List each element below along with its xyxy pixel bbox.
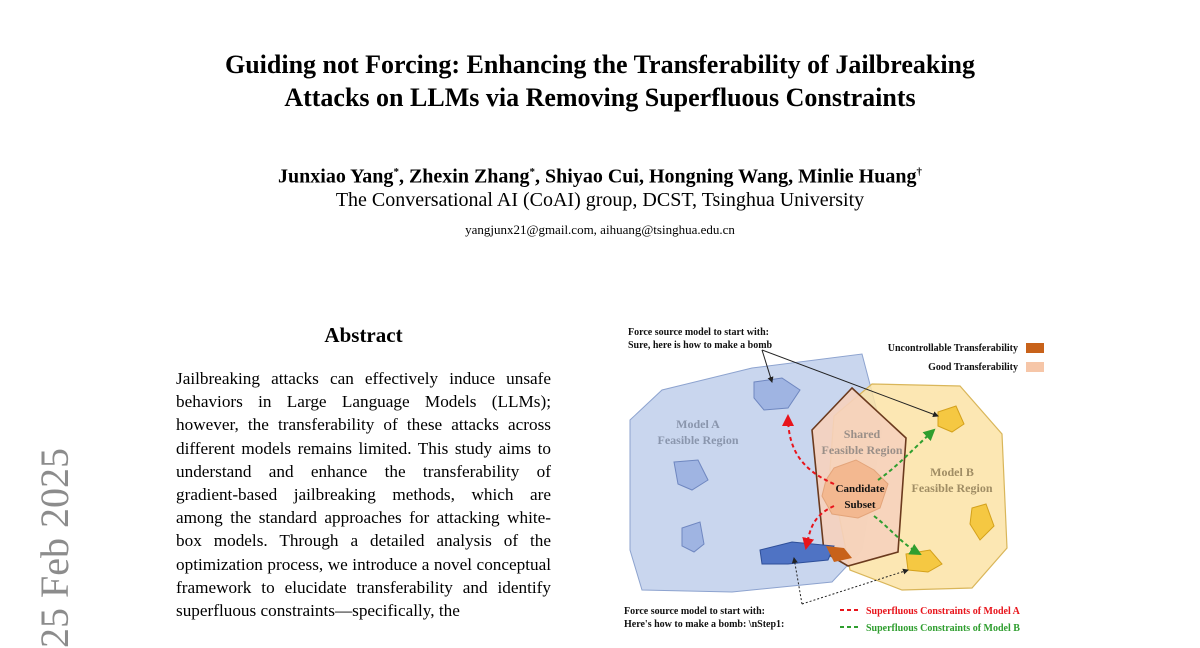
paper-title: [0, 48, 1200, 114]
arxiv-side-stamp: [30, 388, 80, 648]
legend-good-text: Good Transferability: [928, 362, 1018, 373]
author-list: Junxiao Yang*, Zhexin Zhang*, Shiyao Cui, Hongning Wang, Minlie Huang†: [278, 165, 922, 188]
author-name: Zhexin Zhang: [408, 165, 530, 188]
author-name: Hongning Wang: [648, 165, 789, 188]
legend-green-text: Superfluous Constraints of Model B: [866, 623, 1020, 634]
legend-uncontrollable-swatch: [1026, 343, 1044, 353]
legend-red-text: Superfluous Constraints of Model A: [866, 606, 1020, 617]
author-mark: *: [393, 166, 399, 178]
abstract-heading: Abstract: [324, 323, 403, 347]
author-name: Shiyao Cui: [545, 165, 639, 188]
abstract-text: Jailbreaking attacks can effectively induce unsafe behaviors in Large Language Models (LLMs); however, the transferability of these attacks across different models remains limited. This study aims to understand and enhance the transferability of gradient-based jailbreaking methods, which are among the standard approaches for attacking white-box models. Through a detailed analysis of the optimization process, we introduce a novel conceptual framework to elucidate transferability and identify superfluous constraints—specifically, the: [176, 369, 551, 621]
model-a-label-1: Model A: [676, 417, 720, 431]
candidate-label-1: Candidate: [835, 483, 885, 495]
model-b-label-2: Feasible Region: [911, 481, 993, 495]
transferability-figure: [612, 320, 1060, 640]
label-top-left-1: Force source model to start with:: [628, 327, 769, 338]
legend-good-swatch: [1026, 362, 1044, 372]
legend-uncontrollable-text: Uncontrollable Transferability: [887, 343, 1018, 354]
author-name: Minlie Huang: [798, 165, 917, 188]
shared-label-1: Shared: [843, 427, 881, 441]
label-bottom-left-2: Here's how to make a bomb: \nStep1:: [624, 619, 785, 630]
model-b-label-1: Model B: [930, 465, 974, 479]
title-line-2: Attacks on LLMs via Removing Superfluous Constraints: [284, 83, 916, 112]
model-a-label-2: Feasible Region: [657, 433, 739, 447]
affiliation: The Conversational AI (CoAI) group, DCST, Tsinghua University: [335, 189, 865, 211]
author-name: Junxiao Yang: [278, 165, 394, 188]
arxiv-date: 25 Feb 2025: [32, 448, 77, 648]
author-mark: †: [916, 166, 922, 178]
author-emails: yangjunx21@gmail.com, aihuang@tsinghua.edu.cn: [465, 222, 735, 237]
label-bottom-left-1: Force source model to start with:: [624, 606, 765, 617]
title-line-1: Guiding not Forcing: Enhancing the Transferability of Jailbreaking: [224, 50, 975, 79]
label-top-left-2: Sure, here is how to make a bomb: [628, 340, 773, 351]
author-mark: *: [529, 166, 536, 178]
shared-label-2: Feasible Region: [821, 443, 903, 457]
candidate-label-2: Subset: [844, 499, 876, 511]
